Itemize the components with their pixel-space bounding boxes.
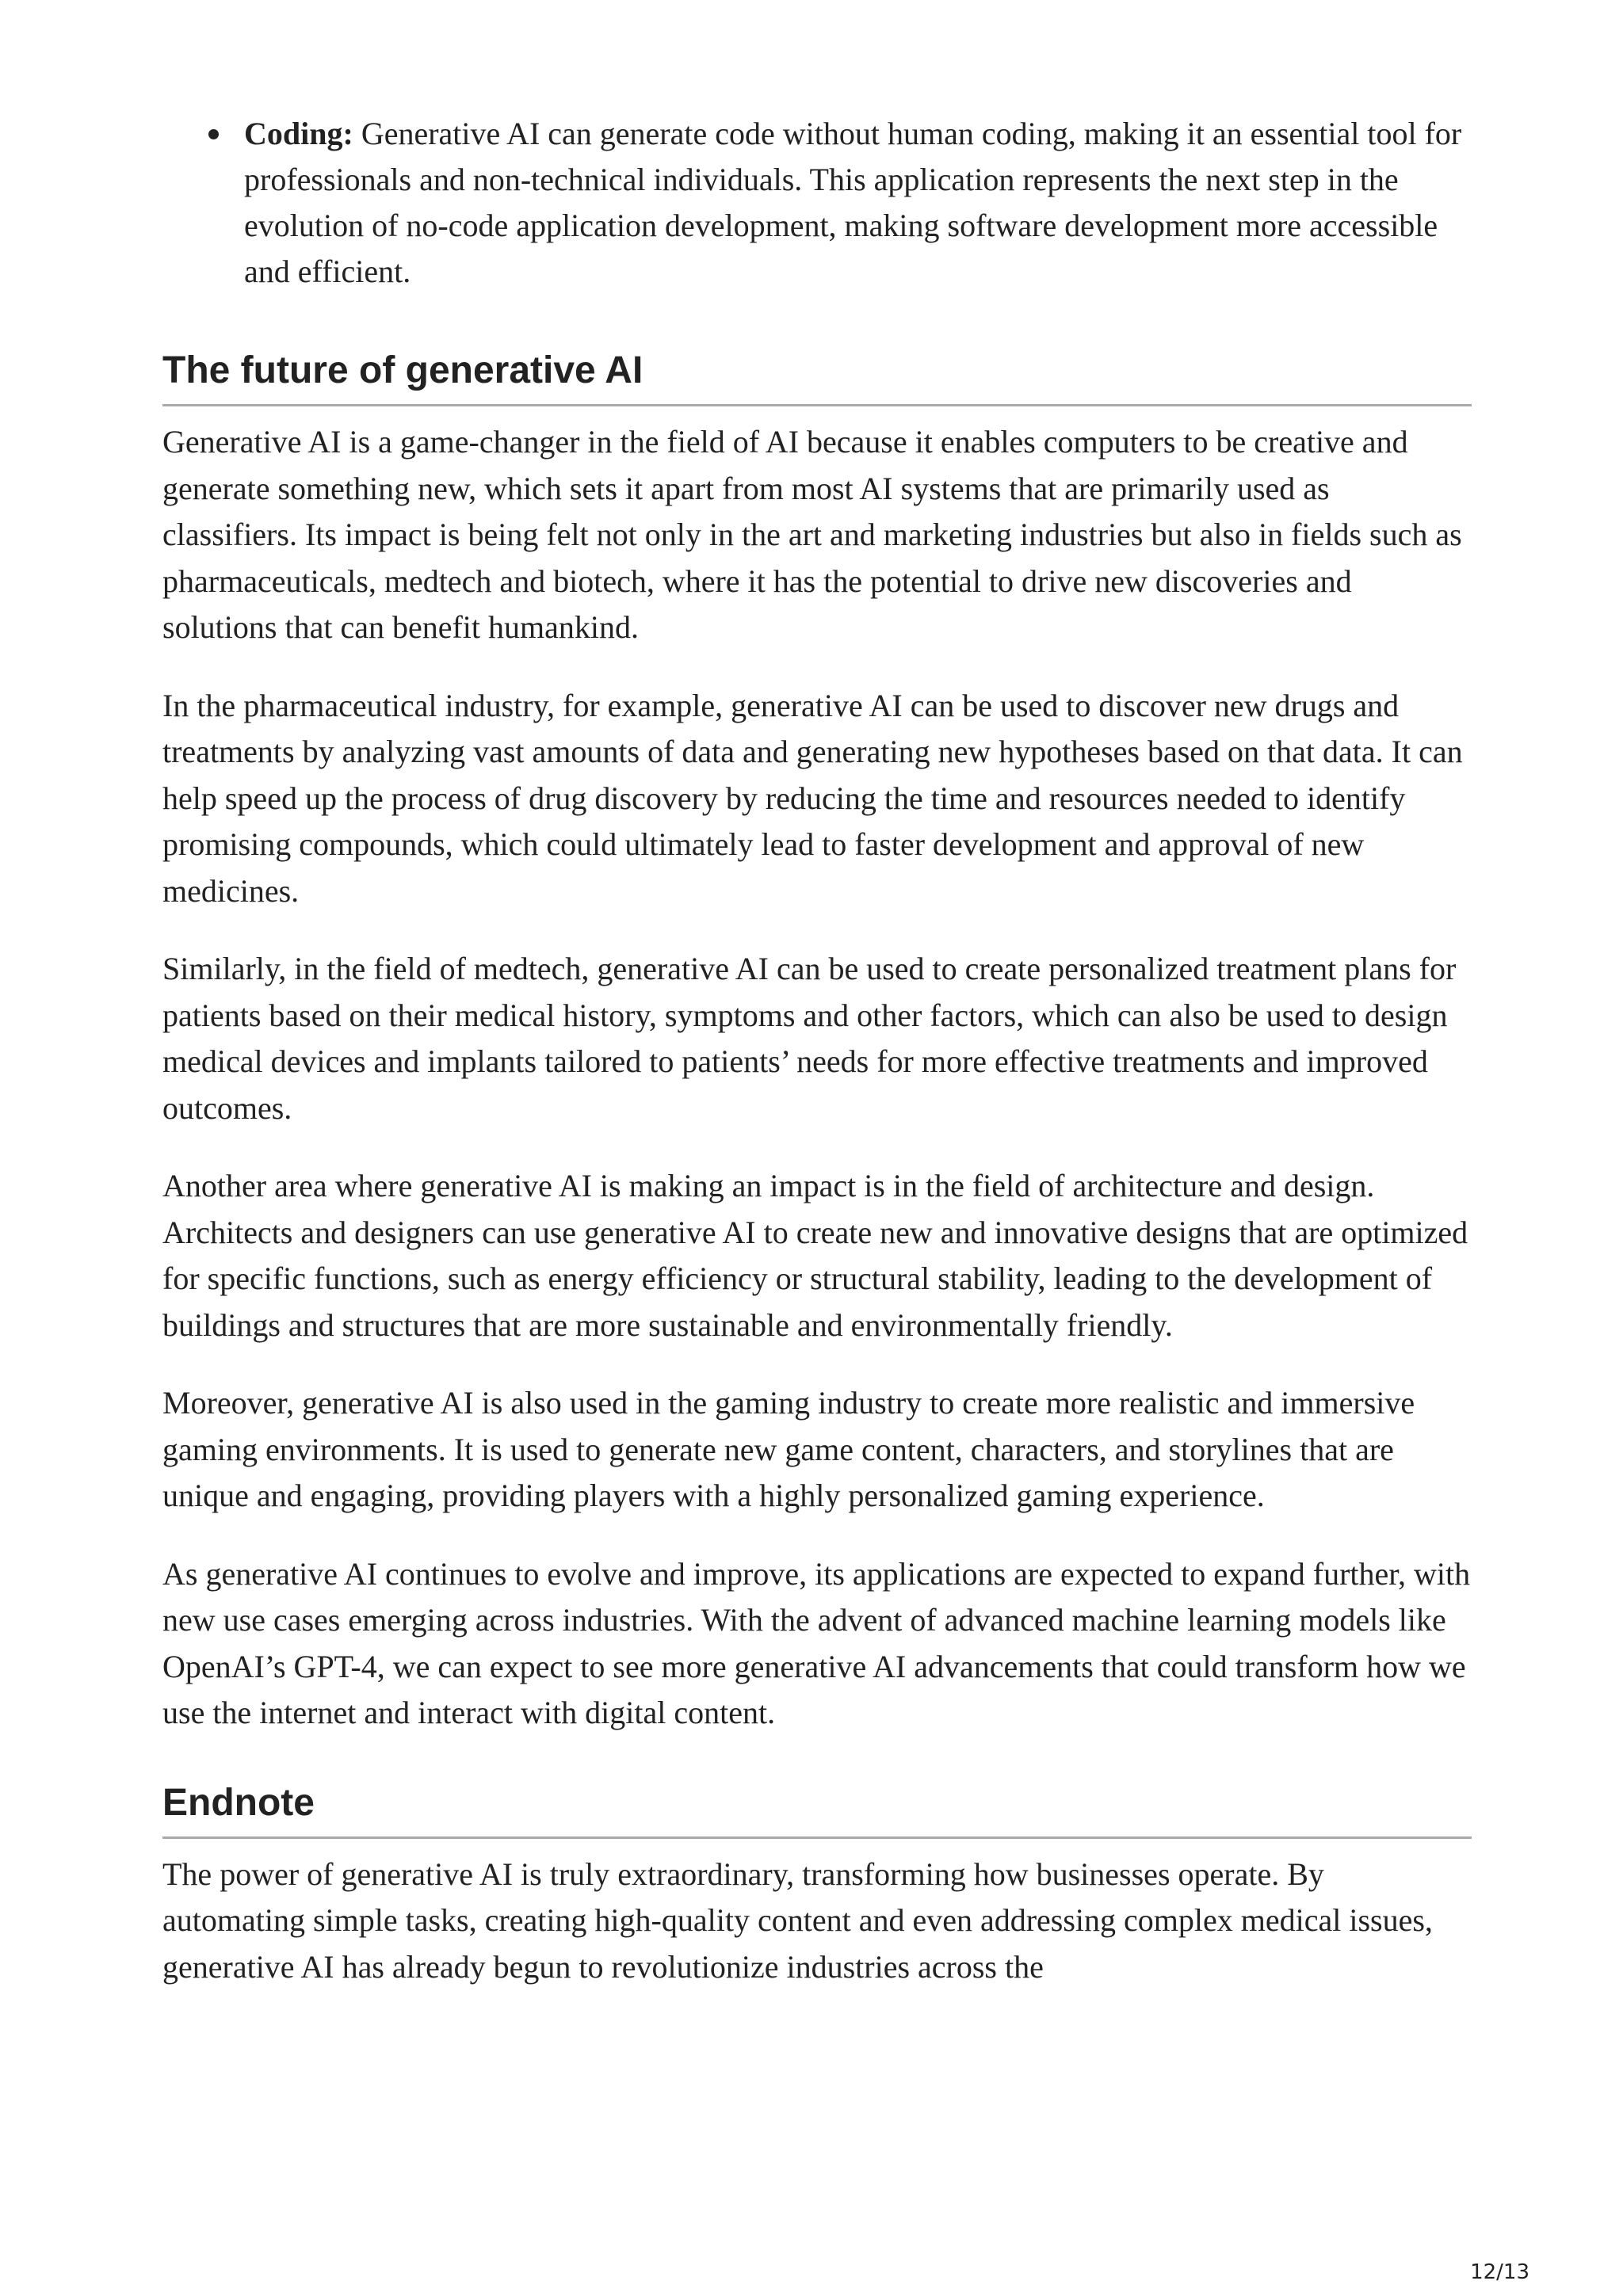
bullet-dot-icon xyxy=(208,129,219,139)
section-heading-endnote: Endnote xyxy=(162,1779,1472,1839)
paragraph: Moreover, generative AI is also used in the gaming industry to create more realistic and immersive gaming environments. It is used to generate new game content, characters, and storylines that are unique and engaging, providing players with a highly personalized gaming experience. xyxy=(162,1385,1415,1513)
list-item xyxy=(244,111,1472,295)
bullet-list xyxy=(162,111,1472,295)
paragraph: Similarly, in the field of medtech, generative AI can be used to create personalized treatment plans for patients based on their medical history, symptoms and other factors, which can also be used to design medical devices and implants tailored to patients’ needs for more effective treatments and improved outcomes. xyxy=(162,951,1457,1126)
bullet-term: Coding: xyxy=(244,116,353,151)
page-number: 12/13 xyxy=(1470,2260,1529,2284)
paragraph: The power of generative AI is truly extraordinary, transforming how businesses operate. By automating simple tasks, creating high-quality content and even addressing complex medical issues, generative AI has already begun to revolutionize industries across the xyxy=(162,1855,1433,1985)
article-page xyxy=(162,111,1472,1990)
paragraph: As generative AI continues to evolve and improve, its applications are expected to expand further, with new use cases emerging across industries. With the advent of advanced machine learning models like OpenAI’s GPT-4, we can expect to see more generative AI advancements that could transform how we use the internet and interact with digital content. xyxy=(162,1555,1471,1730)
section-heading-future: The future of generative AI xyxy=(162,347,1472,406)
future-section-body xyxy=(162,419,1472,1737)
paragraph: In the pharmaceutical industry, for example, generative AI can be used to discover new drugs and treatments by analyzing vast amounts of data and generating new hypotheses based on that data. It can help speed up the process of drug discovery by reducing the time and resources needed to identify promising compounds, which could ultimately lead to faster development and approval of new medicines. xyxy=(162,687,1463,909)
paragraph: Another area where generative AI is making an impact is in the field of architecture and design. Architects and designers can use generative AI to create new and innovative designs that are optimized for specific functions, such as energy efficiency or structural stability, leading to the development of buildings and structures that are more sustainable and environmentally friendly. xyxy=(162,1168,1468,1343)
endnote-section-body xyxy=(162,1852,1472,1991)
paragraph: Generative AI is a game-changer in the field of AI because it enables computers to be creative and generate something new, which sets it apart from most AI systems that are primarily used as classifiers. Its impact is being felt not only in the art and marketing industries but also in fields such as pharmaceuticals, medtech and biotech, where it has the potential to drive new discoveries and solutions that can benefit humankind. xyxy=(162,424,1462,645)
bullet-text: Generative AI can generate code without human coding, making it an essential tool for professionals and non-technical individuals. This application represents the next step in the evolution of no-code application development, making software development more accessible and efficient. xyxy=(244,116,1462,289)
